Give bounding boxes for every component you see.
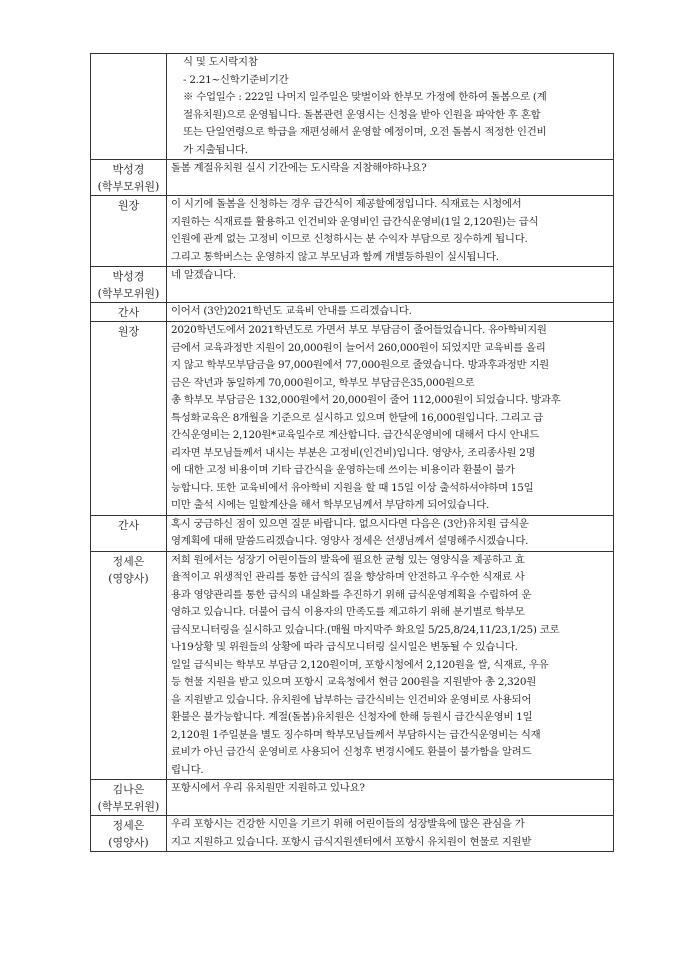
speaker-role: (학부모위원) xyxy=(97,800,160,813)
speech-line: 또는 단일연령으로 학급을 재편성해서 운영할 예정이며, 오전 돌봄시 적정한 인건비 xyxy=(183,126,547,138)
speech-line: 율적이고 위생적인 관리를 통한 급식의 질을 향상하며 안전하고 우수한 식재료 사 xyxy=(171,571,525,583)
speech-cell xyxy=(167,780,614,816)
speaker-name: 박성경 xyxy=(112,270,145,283)
speaker-name: 간사 xyxy=(117,306,140,319)
speaker-role: (영양사) xyxy=(108,836,149,849)
speech-line: 인원에 관계 없는 고정비 이므로 신청하시는 분 수익자 부담으로 징수하게 됩니다. xyxy=(171,233,528,245)
speech-line: 특성화교육은 8개월을 기준으로 실시하고 있으며 한달에 16,000원입니다. 그리고 급 xyxy=(171,411,544,424)
speech-line: 립니다. xyxy=(171,763,204,776)
speaker-cell xyxy=(91,54,167,160)
speech-line: 그리고 통학버스는 운영하지 않고 부모님과 함께 개별등하원이 실시됩니다. xyxy=(171,250,499,263)
speech-cell xyxy=(167,551,614,780)
speaker-name: 정세은 xyxy=(112,554,145,568)
speech-line: 2,120원 1주일분을 별도 징수하며 학부모님들께서 부담하시는 급간식운영비는 식재 xyxy=(171,728,541,741)
speech-line: 료비가 아닌 급간식 운영비로 사용되어 신청후 변경시에도 환불이 불가함을 알려드 xyxy=(171,746,532,758)
minutes-table xyxy=(90,53,614,852)
speaker-role: (학부모위원) xyxy=(97,180,160,193)
speech-cell xyxy=(167,322,614,516)
speech-line: 식 및 도시락지참 xyxy=(183,56,258,68)
speech-line: 지고 지원하고 있습니다. 포항시 급식지원센터에서 포항시 유치원이 현물로 지원받 xyxy=(171,835,532,848)
speech-line: 간식운영비는 2,120원*교육일수로 계산합니다. 급간식운영비에 대해서 다시 안내드 xyxy=(171,429,540,441)
speech-line: 2020학년도에서 2021학년도로 가면서 부모 부담금이 줄어들었습니다. 유아학비지원 xyxy=(171,324,547,336)
minutes-row xyxy=(91,160,614,196)
speech-line: 절유치원)으로 운영됩니다. 돌봄관련 운영시는 신청을 받아 인원을 파악한 후 혼합 xyxy=(183,108,541,121)
speaker-name: 간사 xyxy=(117,518,140,532)
speech-line: 이어서 (3안)2021학년도 교육비 안내를 드리겠습니다. xyxy=(171,305,412,317)
speech-line: 포항시에서 우리 유치원만 지원하고 있나요? xyxy=(171,782,365,794)
speech-line: 저희 원에서는 성장기 어린이들의 발육에 필요한 균형 있는 영양식을 제공하고 효 xyxy=(171,553,525,566)
speech-line: 우리 포항시는 건강한 시민을 기르기 위해 어린이들의 성장발육에 많은 관심을 가 xyxy=(171,818,525,830)
speech-line: 영계획에 대해 말씀드리겠습니다. 영양사 정세은 선생님께서 설명해주시겠습니다. xyxy=(171,535,529,547)
speaker-name: 원장 xyxy=(117,199,140,212)
speech-line: 돌봄 계절유치원 실시 기간에는 도시락을 지참해야하나요? xyxy=(171,162,427,174)
speaker-cell xyxy=(91,160,167,196)
minutes-rows xyxy=(91,54,614,852)
speech-line: 지 않고 학부모부담금을 97,000원에서 77,000원으로 줄였습니다. 방과후과정반 지원 xyxy=(171,359,549,371)
minutes-row xyxy=(91,780,614,816)
minutes-row xyxy=(91,551,614,780)
speech-line: 급식모니터링을 실시하고 있습니다.(매월 마지막주 화요일 5/25,8/24,11/23,1/25) 코로 xyxy=(171,623,560,636)
speech-line: - 2.21~신학기준비기간 xyxy=(183,73,289,86)
speech-line: 리자면 부모님들께서 내시는 부분은 고정비(인건비)입니다. 영양사, 조리종사원 2명 xyxy=(171,446,536,459)
speech-line: 지원하는 식재료를 활용하고 인건비와 운영비인 급간식운영비(1일 2,120원)는 급식 xyxy=(171,215,539,228)
minutes-row xyxy=(91,322,614,516)
speech-line: 네 알겠습니다. xyxy=(171,269,236,281)
speaker-cell xyxy=(91,267,167,303)
speaker-cell xyxy=(91,322,167,516)
speaker-cell xyxy=(91,551,167,780)
speech-line: 미만 출석 시에는 일할계산을 해서 학부모님께서 부담하게 되어있습니다. xyxy=(171,499,490,511)
speech-line: 금에서 교육과정반 지원이 20,000원이 늘어서 260,000원이 되었지만 교육비를 올리 xyxy=(171,341,546,354)
speech-line: 등 현물 지원을 받고 있으며 포항시 교육청에서 현금 200원을 지원받아 총 2,320원 xyxy=(171,676,536,688)
speaker-cell xyxy=(91,515,167,551)
speech-line: 환불은 불가능합니다. 계절(돌봄)유치원은 신청자에 한해 등원시 급간식운영비 1일 xyxy=(171,711,533,723)
speaker-name: 원장 xyxy=(117,325,140,338)
speech-cell xyxy=(167,160,614,196)
speech-line: 일일 급식비는 학부모 부담금 2,120원이며, 포항시청에서 2,120원을 쌀, 식재료, 우유 xyxy=(171,658,549,671)
speaker-cell xyxy=(91,303,167,322)
speaker-role: (영양사) xyxy=(108,571,149,585)
speech-line: 능합니다. 또한 교육비에서 유아학비 지원을 할 때 15일 이상 출석하셔야하며 15일 xyxy=(171,481,534,494)
speech-line: 용과 영양관리를 통한 급식의 내실화를 추진하기 위해 급식운영계획을 수립하여 운 xyxy=(171,588,532,601)
speech-line: 가 지출됩니다. xyxy=(183,143,248,156)
speech-line: 을 지원받고 있습니다. 유치원에 납부하는 급간식비는 인건비와 운영비로 사용되어 xyxy=(171,693,532,706)
minutes-row xyxy=(91,515,614,551)
speech-cell xyxy=(167,267,614,303)
speech-line: 에 대한 고정 비용이며 기타 급간식을 운영하는데 쓰이는 비용이라 환불이 불가 xyxy=(171,464,515,476)
speaker-name: 정세은 xyxy=(112,819,145,832)
minutes-row xyxy=(91,196,614,267)
speech-line: 금은 작년과 동일하게 70,000원이고, 학부모 부담금은35,000원으로 xyxy=(171,376,475,389)
minutes-row xyxy=(91,816,614,852)
minutes-row xyxy=(91,267,614,303)
speech-line: 나19상황 및 위원들의 상황에 따라 급식모니터링 실시일은 변동될 수 있습니다. xyxy=(171,641,518,653)
speaker-role: (학부모위원) xyxy=(97,287,160,300)
speaker-name: 김나은 xyxy=(112,783,145,796)
speech-line: 이 시기에 돌봄을 신청하는 경우 급간식이 제공할예정입니다. 식재료는 시청에서 xyxy=(171,198,522,210)
speaker-cell xyxy=(91,816,167,852)
speech-line: 혹시 궁금하신 점이 있으면 질문 바랍니다. 없으시다면 다음은 (3안)유치원 급식운 xyxy=(171,517,529,530)
speaker-name: 박성경 xyxy=(112,163,145,176)
speaker-cell xyxy=(91,780,167,816)
minutes-row xyxy=(91,303,614,322)
speech-cell xyxy=(167,54,614,160)
speech-line: ※ 수업일수 : 222일 나머지 일주일은 맞벌이와 한부모 가정에 한하여 돌봄으로 (계 xyxy=(183,91,547,103)
speech-line: 영하고 있습니다. 더불어 급식 이용자의 만족도를 제고하기 위해 분기별로 학부모 xyxy=(171,606,525,618)
speech-cell xyxy=(167,303,614,322)
speaker-cell xyxy=(91,196,167,267)
speech-line: 총 학부모 부담금은 132,000원에서 20,000원이 줄어 112,000원이 되었습니다. 방과후 xyxy=(171,394,561,406)
minutes-row xyxy=(91,54,614,160)
speech-cell xyxy=(167,196,614,267)
speech-cell xyxy=(167,816,614,852)
speech-cell xyxy=(167,515,614,551)
